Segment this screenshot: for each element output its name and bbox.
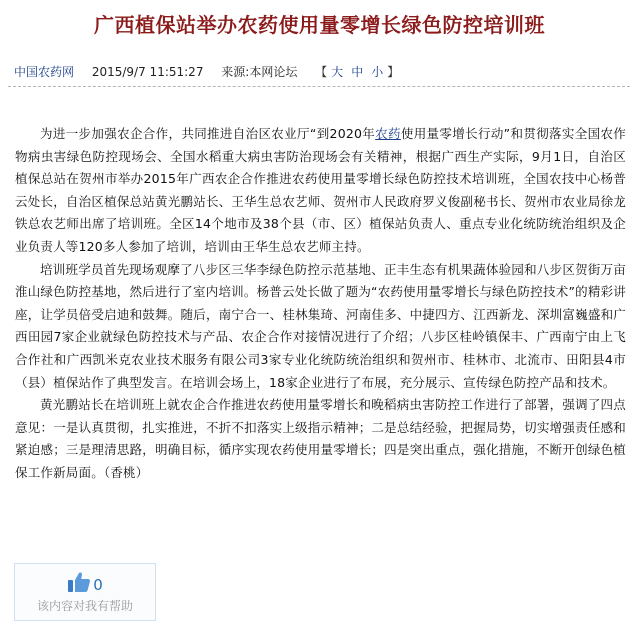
publish-datetime: 2015/9/7 11:51:27 [91, 65, 204, 79]
font-size-medium-link[interactable]: 中 [351, 65, 364, 79]
paragraph-1 [15, 123, 626, 259]
paragraph-3: 黄光鹏站长在培训班上就农企合作推进农药使用量零增长和晚稻病虫害防控工作进行了部署，强调了四点意见：一是认真贯彻，扎实推进，不折不扣落实上级指示精神；二是总结经验，把握局势，切实增强责任感和紧迫感；三是理清思路，明确目标，循序实现农药使用量零增长；四是突出重点，强化措施，不断开创绿色植保工作新局面。（香桃） [15, 397, 626, 480]
helpful-button[interactable] [14, 563, 156, 621]
font-size-open-bracket: 【 [315, 65, 328, 79]
paragraph-1-text-a: 为进一步加强农企合作，共同推进自治区农业厅“到2020年 [40, 126, 376, 141]
font-size-large-link[interactable]: 大 [331, 65, 344, 79]
keyword-link[interactable]: 农药 [375, 126, 401, 141]
helpful-count: 0 [93, 576, 103, 594]
font-size-control [315, 65, 399, 79]
page-title: 广西植保站举办农药使用量零增长绿色防控培训班 [94, 13, 545, 37]
helpful-label: 该内容对我有帮助 [36, 599, 133, 613]
divider [8, 86, 630, 87]
source-label: 来源:本网论坛 [221, 65, 298, 79]
thumbs-up-icon [67, 571, 91, 599]
source-site: 中国农药网 [14, 65, 75, 79]
paragraph-1-text-b: 使用量零增长行动”和贯彻落实全国农作物病虫害绿色防控现场会、全国水稻重大病虫害防治现场会有关精神，根据广西生产实际，9月1日，自治区植保总站在贺州市举办2015年广西农企合作推进农药使用量零增长绿色防控技术培训班，全国农技中心杨普云处长，自治区植保总站黄光鹏站长、王华生总农艺师、贺州市人民政府罗义俊副秘书长、贺州市农业局徐龙铁总农艺师出席了培训班。全区14个地市及38个县（市、区）植保站负责人、重点专业化统防统治组织及企业负责人等120多人参加了培训，培训由王华生总农艺师主持。 [15, 126, 626, 254]
article-meta [14, 62, 626, 84]
article-body [15, 123, 626, 485]
font-size-close-bracket: 】 [387, 65, 400, 79]
font-size-small-link[interactable]: 小 [371, 65, 384, 79]
helpful-row [15, 571, 155, 599]
paragraph-2: 培训班学员首先现场观摩了八步区三华李绿色防控示范基地、正丰生态有机果蔬体验园和八步区贺街万亩淮山绿色防控基地，然后进行了室内培训。杨普云处长做了题为“农药使用量零增长与绿色防控技术”的精彩讲座，让学员倍受启迪和鼓舞。随后，南宁合一、桂林集琦、河南佳多、中捷四方、江西新龙、深圳富巍盛和广西田园7家企业就绿色防控技术与产品、农企合作对接情况进行了介绍；八步区桂岭镇保丰、广西南宁由上飞合作社和广西凯米克农业技术服务有限公司3家专业化统防统治组织和贺州市、桂林市、北流市、田阳县4市（县）植保站作了典型发言。在培训会场上，18家企业进行了布展，充分展示、宣传绿色防控产品和技术。 [15, 261, 626, 390]
